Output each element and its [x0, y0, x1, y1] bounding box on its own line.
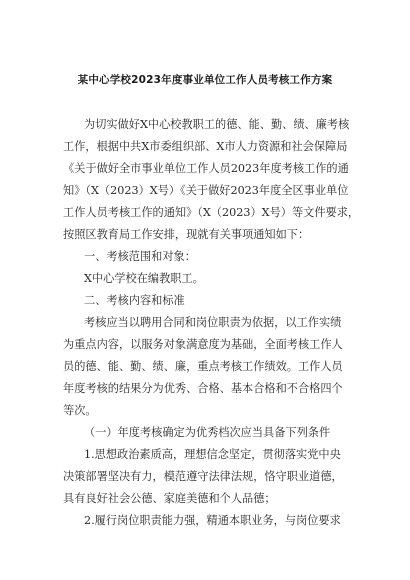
paragraph-line: 年度考核的结果分为优秀、合格、基本合格和不合格四个 [63, 382, 343, 395]
section-heading: 二、考核内容和标准 [84, 294, 185, 307]
paragraph-line: 考核应当以聘用合同和岗位职责为依据，以工作实绩 [84, 316, 342, 329]
paragraph-line: 为重点内容，以服务对象满意度为基础，全面考核工作人 [63, 338, 343, 351]
paragraph-line: 员的德、能、勤、绩、廉，重点考核工作绩效。工作人员 [63, 360, 343, 373]
document-title: 某中心学校2023年度事业单位工作人员考核工作方案 [77, 74, 333, 86]
paragraph-line: 《关于做好全市事业单位工作人员2023年度考核工作的通 [63, 162, 349, 175]
paragraph-line: 等次。 [63, 404, 97, 417]
paragraph-line: 2.履行岗位职责能力强，精通本职业务，与岗位要求 [84, 514, 341, 527]
paragraph-line: X中心学校在编教职工。 [84, 272, 204, 285]
subsection-heading: （一）年度考核确定为优秀档次应当具备下列条件 [84, 426, 331, 439]
paragraph-line: 1.思想政治素质高，理想信念坚定，贯彻落实党中央 [84, 448, 341, 461]
paragraph-line: 工作人员考核工作的通知》（X（2023）X号）等文件要求， [63, 206, 360, 219]
paragraph-line: 为切实做好X中心校教职工的德、能、勤、绩、廉考核 [84, 118, 350, 131]
section-heading: 一、考核范围和对象： [84, 250, 196, 263]
paragraph-line: 决策部署坚决有力，模范遵守法律法规，恪守职业道德， [63, 470, 343, 483]
paragraph-line: 工作，根据中共X市委组织部、X市人力资源和社会保障局 [63, 140, 348, 153]
paragraph-line: 具有良好社会公德、家庭美德和个人品德； [63, 492, 276, 505]
paragraph-line: 按照区教育局工作安排，现就有关事项通知如下： [63, 228, 310, 241]
paragraph-line: 知》（X（2023）X号）《关于做好2023年度全区事业单位 [63, 184, 349, 197]
